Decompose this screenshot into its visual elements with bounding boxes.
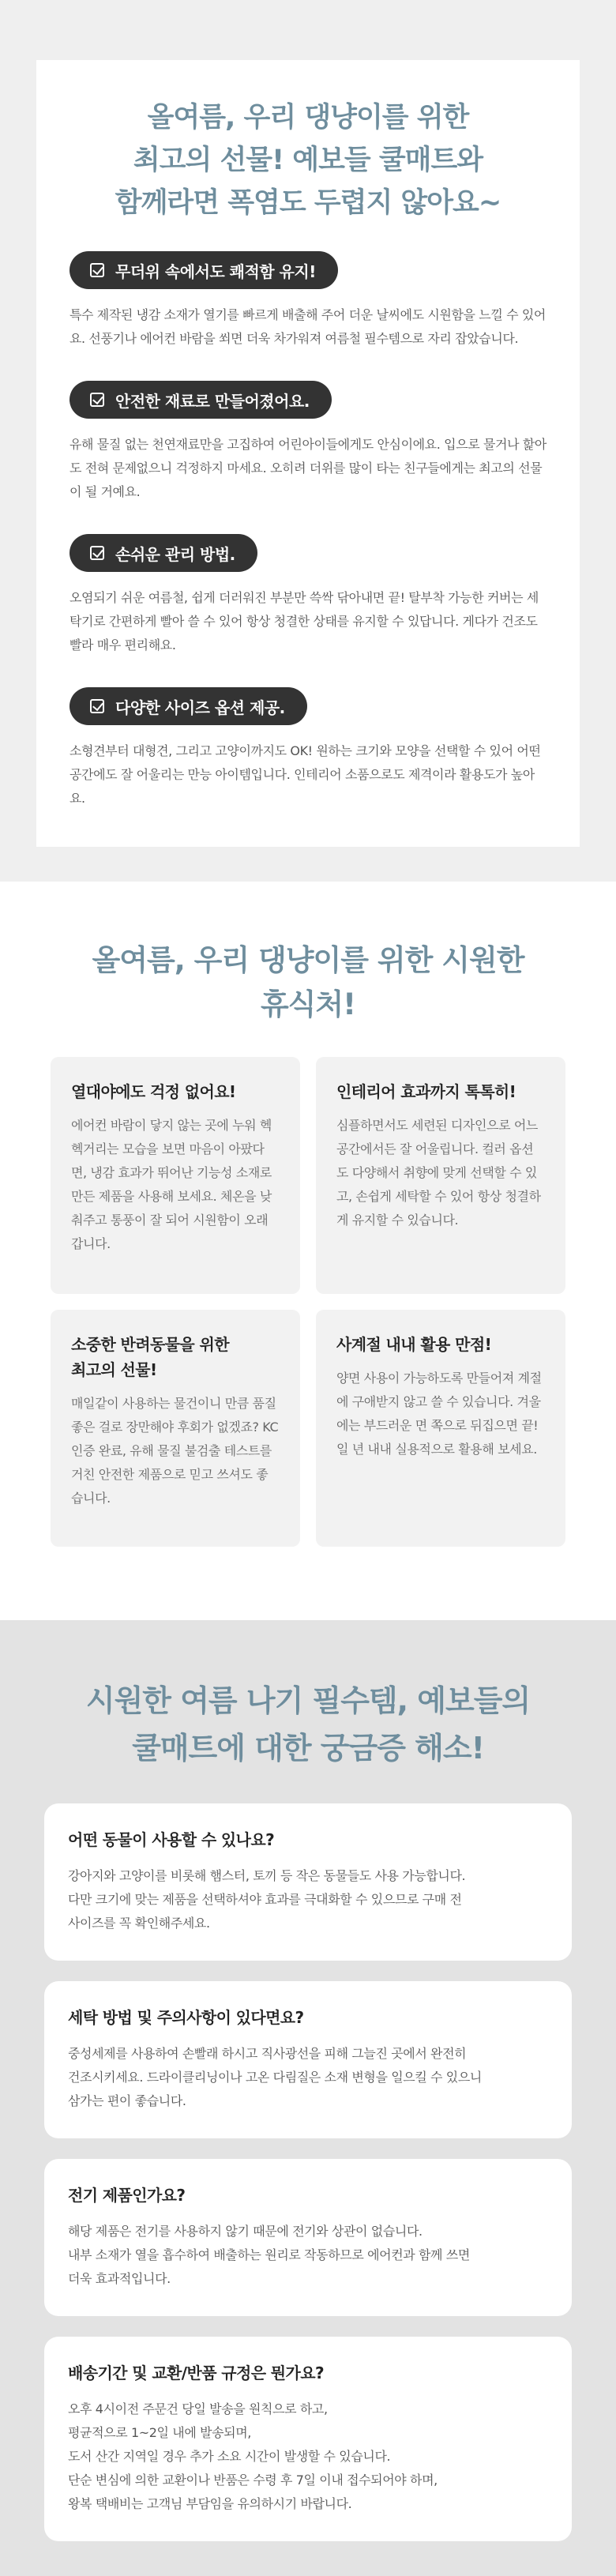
benefit-card	[51, 1310, 300, 1547]
feature-description: 오염되기 쉬운 여름철, 쉽게 더러워진 부분만 쓱싹 닦아내면 끝! 탈부착 가능한 커버는 세탁기로 간편하게 빨아 쓸 수 있어 항상 청결한 상태를 유지할 수 있답니다. 게다가 건조도 빨라 매우 편리해요.	[69, 590, 539, 652]
checkbox-icon	[90, 699, 104, 713]
feature-pill	[69, 251, 338, 289]
benefit-card	[316, 1057, 565, 1294]
feature-pill	[69, 381, 332, 419]
feature-item	[69, 534, 547, 657]
feature-item	[69, 687, 547, 810]
benefit-card	[316, 1310, 565, 1547]
feature-description: 유해 물질 없는 천연재료만을 고집하여 어린아이들에게도 안심이에요. 입으로 물거나 핥아도 전혀 문제없으니 걱정하지 마세요. 오히려 더위를 많이 타는 친구들에게는 최고의 선물이 될 거예요.	[69, 437, 547, 499]
faq-question: 배송기간 및 교환/반품 규정은 뭔가요?	[68, 2364, 324, 2382]
faq-answer: 오후 4시이전 주문건 당일 발송을 원칙으로 하고, 평균적으로 1~2일 내에 발송되며, 도서 산간 지역일 경우 추가 소요 시간이 발생할 수 있습니다. 단순 변심에 의한 교환이나 반품은 수령 후 7일 이내 접수되어야 하며, 왕복 택배비는 고객님 부담임을 유의하시기 바랍니다.	[68, 2401, 438, 2511]
benefits-grid	[36, 1057, 580, 1547]
faq-section	[0, 1620, 616, 2576]
feature-label: 무더위 속에서도 쾌적함 유지!	[115, 261, 316, 281]
faq-answer: 해당 제품은 전기를 사용하지 않기 때문에 전기와 상관이 없습니다. 내부 소재가 열을 흡수하여 배출하는 원리로 작동하므로 에어컨과 함께 쓰면 더욱 효과적입니다.	[68, 2224, 470, 2286]
feature-label: 손쉬운 관리 방법.	[115, 544, 235, 564]
benefits-title: 올여름, 우리 댕냥이를 위한 시원한 휴식처!	[92, 943, 524, 1021]
faq-item	[44, 1803, 572, 1961]
benefit-title: 열대야에도 걱정 없어요!	[71, 1082, 236, 1101]
checkbox-icon	[90, 263, 104, 277]
faq-item	[44, 2337, 572, 2541]
faq-question: 전기 제품인가요?	[68, 2186, 186, 2205]
feature-label: 안전한 재료로 만들어졌어요.	[115, 391, 310, 411]
benefit-title: 사계절 내내 활용 만점!	[336, 1335, 492, 1354]
faq-title: 시원한 여름 나기 필수템, 예보들의 쿨매트에 대한 궁금증 해소!	[85, 1683, 531, 1766]
feature-pill	[69, 687, 307, 725]
benefit-description: 매일같이 사용하는 물건이니 만큼 품질 좋은 걸로 장만해야 후회가 없겠죠? KC 인증 완료, 유해 물질 불검출 테스트를 거친 안전한 제품으로 믿고 쓰셔도 좋습니다.	[71, 1396, 279, 1506]
faq-question: 세탁 방법 및 주의사항이 있다면요?	[68, 2008, 304, 2027]
faq-answer: 강아지와 고양이를 비롯해 햄스터, 토끼 등 작은 동물들도 사용 가능합니다. 다만 크기에 맞는 제품을 선택하셔야 효과를 극대화할 수 있으므로 구매 전 사이즈를 꼭 확인해주세요.	[68, 1868, 466, 1931]
feature-item	[69, 251, 547, 351]
faq-answer: 중성세제를 사용하여 손빨래 하시고 직사광선을 피해 그늘진 곳에서 완전히 건조시키세요. 드라이클리닝이나 고온 다림질은 소재 변형을 일으킬 수 있으니 삼가는 편이 좋습니다.	[68, 2046, 482, 2108]
checkbox-icon	[90, 546, 104, 560]
faq-item	[44, 1981, 572, 2138]
benefit-description: 에어컨 바람이 닿지 않는 곳에 누워 헥헥거리는 모습을 보면 마음이 아팠다면, 냉감 효과가 뛰어난 기능성 소재로 만든 제품을 사용해 보세요. 체온을 낮춰주고 통풍이 잘 되어 시원함이 오래갑니다.	[71, 1118, 272, 1251]
features-section	[0, 0, 616, 882]
benefit-card	[51, 1057, 300, 1294]
feature-item	[69, 381, 547, 504]
feature-description: 특수 제작된 냉감 소재가 열기를 빠르게 배출해 주어 더운 날씨에도 시원함을 느낄 수 있어요. 선풍기나 에어컨 바람을 쐬면 더욱 차가워져 여름철 필수템으로 자리 잡았습니다.	[69, 307, 546, 346]
feature-label: 다양한 사이즈 옵션 제공.	[115, 698, 285, 717]
feature-description: 소형견부터 대형견, 그리고 고양이까지도 OK! 원하는 크기와 모양을 선택할 수 있어 어떤 공간에도 잘 어울리는 만능 아이템입니다. 인테리어 소품으로도 제격이라 활용도가 높아요.	[69, 743, 541, 806]
benefit-description: 심플하면서도 세련된 디자인으로 어느 공간에서든 잘 어울립니다. 컬러 옵션도 다양해서 취향에 맞게 선택할 수 있고, 손쉽게 세탁할 수 있어 항상 청결하게 유지할 수 있습니다.	[336, 1118, 541, 1228]
faq-question: 어떤 동물이 사용할 수 있나요?	[68, 1830, 275, 1849]
benefits-section	[0, 882, 616, 1620]
checkbox-icon	[90, 393, 104, 407]
benefit-title: 소중한 반려동물을 위한 최고의 선물!	[71, 1335, 229, 1379]
features-title: 올여름, 우리 댕냥이를 위한 최고의 선물! 예보들 쿨매트와 함께라면 폭염도 두렵지 않아요~	[115, 102, 501, 219]
faq-item	[44, 2159, 572, 2316]
features-card	[36, 60, 580, 847]
benefit-title: 인테리어 효과까지 톡톡히!	[336, 1082, 516, 1101]
benefit-description: 양면 사용이 가능하도록 만들어져 계절에 구애받지 않고 쓸 수 있습니다. 겨울에는 부드러운 면 쪽으로 뒤집으면 끝! 일 년 내내 실용적으로 활용해 보세요.	[336, 1371, 542, 1457]
feature-pill	[69, 534, 257, 572]
